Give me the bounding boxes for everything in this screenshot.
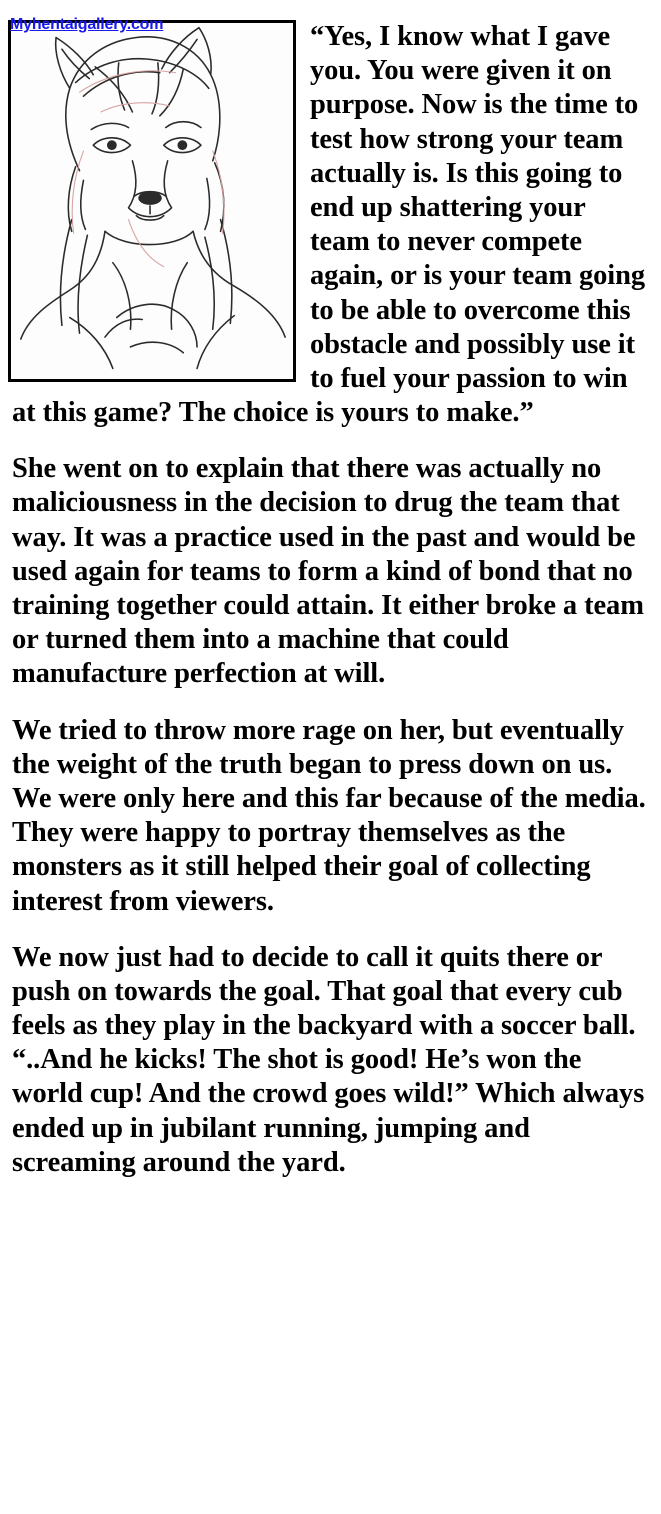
wolf-character-portrait — [8, 20, 296, 382]
comic-page — [0, 14, 661, 1514]
watermark-link[interactable]: Myhentaigallery.com — [10, 16, 164, 33]
paragraph-1: “Yes, I know what I gave you. You were given it on purpose. Now is the time to test how strong your team actually is. Is this going to end up shattering your team to never compete again, or is your team going to be able to overcome this obstacle and possibly use it to fuel your passion to win at this game? The choice is yours to make.” — [12, 21, 645, 429]
paragraph-4: We now just had to decide to call it quits there or push on towards the goal. That goal that every cub feels as they play in the backyard with a soccer ball. “..And he kicks! The shot is good! He’s won the world cup! And the crowd goes wild!” Which always ended up in jubilant running, jumping and screaming around the yard. — [12, 941, 645, 1178]
paragraph-2: She went on to explain that there was actually no maliciousness in the decision to drug the team that way. It was a practice used in the past and would be used again for teams to form a kind of bond that no training together could attain. It either broke a team or turned them into a machine that could manufacture perfection at will. — [12, 453, 644, 690]
paragraph-3: We tried to throw more rage on her, but eventually the weight of the truth began to press down on us. We were only here and this far because of the media. They were happy to portray themselves as the monsters as it still helped their goal of collecting interest from viewers. — [12, 714, 646, 917]
